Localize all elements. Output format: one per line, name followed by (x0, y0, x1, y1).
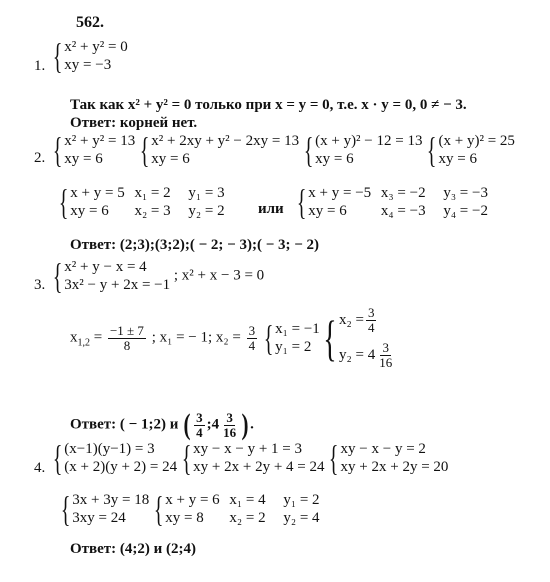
answer-separator: ;4 (206, 416, 220, 433)
item-1-number: 1. (34, 58, 46, 74)
equation: xy − x − y + 1 = 3 (193, 441, 303, 457)
root-y: y₁ = 3 (188, 185, 225, 201)
item-3-answer: Ответ: ( − 1;2) и ( $\frac{3}{4}$ ;4 $\frac{3}{16}$ ) . (70, 408, 254, 441)
root-x: x₂ = 2 (229, 510, 266, 526)
item-1-system: { x² + y² = 0 xy = −3 (52, 36, 128, 76)
equation: xy = 6 (308, 203, 347, 219)
item-4-answer: Ответ: (4;2) и (2;4) (70, 541, 197, 557)
equation: x + y = −5 (308, 185, 372, 201)
item-2-chain: { x² + y² = 13 xy = 6 { x² + 2xy + y² − 2xy = 13 xy = 6 { (x + y)² − 12 = 13 xy = 6 { (x + y)² = 25 xy = 6 (52, 130, 515, 170)
item-2-number: 2. (34, 150, 46, 166)
root-x: x₁ = −1 (275, 321, 320, 337)
quadratic-equation: ; x² + x − 3 = 0 (173, 267, 265, 284)
equation: (x + y)² − 12 = 13 (315, 133, 423, 149)
frac-numerator: 3 (367, 305, 375, 320)
root-x: x₁ = 4 (229, 492, 266, 508)
root-y: y₄ = −2 (443, 203, 488, 219)
equation: 3x + 3y = 18 (72, 492, 150, 508)
frac-denominator: 4 (196, 424, 203, 440)
frac-numerator: 3 (248, 322, 256, 338)
equation: x + y = 6 (165, 492, 220, 508)
item-3-number: 3. (34, 277, 46, 293)
equation: 3xy = 24 (72, 510, 126, 526)
equation: xy = 6 (70, 203, 109, 219)
equation: x² + y − x = 4 (64, 259, 147, 275)
equation: x² + y² = 0 (64, 39, 128, 55)
item-2-answer: Ответ: (2;3);(3;2);( − 2; − 3);( − 3; − 2) (70, 237, 320, 253)
equation: (x−1)(y−1) = 3 (64, 441, 155, 457)
root-text: ; x₁ = − 1; x₂ = (151, 329, 241, 346)
equation: xy − x − y = 2 (340, 441, 426, 457)
equation: (x + y)² = 25 (438, 133, 515, 149)
equation: xy = −3 (64, 57, 112, 73)
item-3-system: { x² + y − x = 4 3x² − y + 2x = −1 ; x² + x − 3 = 0 (52, 256, 265, 296)
item-1-answer: Ответ: корней нет. (70, 115, 198, 131)
root-x: x₃ = −2 (380, 185, 426, 201)
root-y: y₁ = 2 (283, 492, 320, 508)
equation: x² + y² = 13 (64, 133, 136, 149)
root-y: y₃ = −3 (443, 185, 488, 201)
item-2-case-b: { x + y = −5 xy = 6 x₃ = −2 x₄ = −3 y₃ = −3 y₄ = −2 (296, 182, 488, 222)
root-y: y₂ = 2 (188, 203, 225, 219)
equation: (x + 2)(y + 2) = 24 (64, 459, 178, 475)
item-3-second-root: { x₂ = $\frac{3}{4}$ y₂ = 4 $\frac{3}{16}$ (323, 305, 393, 370)
root-y: y₂ = 4 (339, 346, 376, 363)
item-3-roots: $x_{1,2}$ = $\frac{-1 \pm 7}{8}$ ; x₁ = − 1; x₂ = $\frac{3}{4}$ { x₁ = −1 y₁ = 2 (70, 318, 320, 358)
problem-number: 562. (76, 14, 104, 31)
item-1-explanation: Так как x² + y² = 0 только при x = y = 0, т.е. x · y = 0, 0 ≠ − 3. (70, 97, 467, 113)
frac-numerator: 3 (196, 409, 203, 425)
frac-numerator: 3 (226, 409, 233, 425)
period: . (250, 416, 254, 433)
root-y: y₂ = 4 (283, 510, 320, 526)
equation: xy + 2x + 2y + 4 = 24 (193, 459, 325, 475)
root-x: x₁ = 2 (134, 185, 171, 201)
equation: x + y = 5 (70, 185, 125, 201)
frac-denominator: 4 (248, 337, 256, 353)
or-label: или (258, 201, 284, 217)
frac-numerator: 3 (382, 340, 389, 355)
root-y: y₁ = 2 (275, 339, 312, 355)
root-x: x₂ = (339, 311, 364, 328)
equals: = (93, 329, 103, 346)
equation: xy = 6 (315, 151, 354, 167)
root-x: x₂ = 3 (134, 203, 171, 219)
frac-denominator: 16 (223, 424, 237, 440)
item-4-reduced: { 3x + 3y = 18 3xy = 24 { x + y = 6 xy = 8 x₁ = 4 x₂ = 2 y₁ = 2 y₂ = 4 (60, 489, 320, 529)
item-4-number: 4. (34, 460, 46, 476)
frac-numerator: −1 ± 7 (109, 322, 144, 338)
item-4-chain: { (x−1)(y−1) = 3 (x + 2)(y + 2) = 24 { xy − x − y + 1 = 3 xy + 2x + 2y + 4 = 24 { xy − x − y = 2 xy + 2x + 2y = 20 (52, 438, 449, 478)
frac-denominator: 8 (123, 337, 131, 353)
answer-label: Ответ: ( − 1;2) и (70, 416, 179, 433)
root-x: x₄ = −3 (380, 203, 426, 219)
equation: xy = 6 (64, 151, 103, 167)
item-2-case-a: { x + y = 5 xy = 6 x₁ = 2 x₂ = 3 y₁ = 3 y₂ = 2 (58, 182, 225, 222)
equation: xy = 6 (151, 151, 190, 167)
equation: x² + 2xy + y² − 2xy = 13 (151, 133, 300, 149)
equation: xy + 2x + 2y = 20 (340, 459, 449, 475)
subscript: 1,2 (77, 337, 90, 349)
frac-denominator: 4 (367, 320, 375, 335)
var-x: x (70, 329, 78, 346)
frac-denominator: 16 (379, 355, 393, 370)
equation: 3x² − y + 2x = −1 (64, 277, 171, 293)
equation: xy = 8 (165, 510, 204, 526)
equation: xy = 6 (438, 151, 477, 167)
